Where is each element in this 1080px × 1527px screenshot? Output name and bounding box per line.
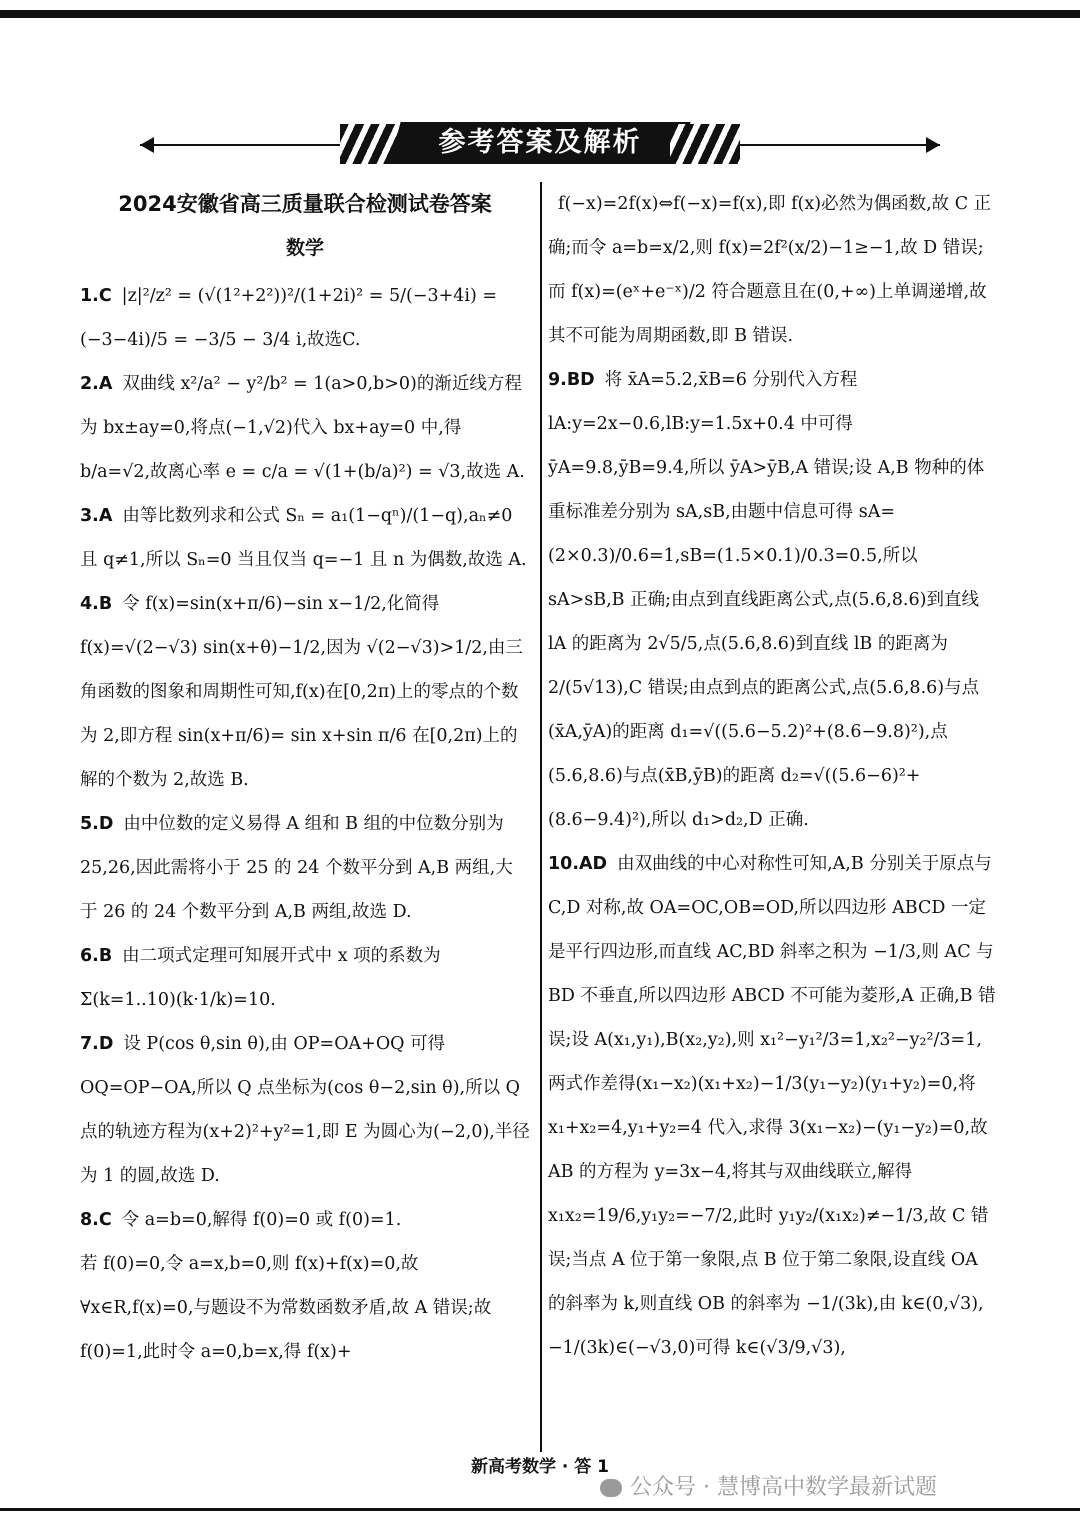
answer-number: 9.BD [548, 370, 595, 390]
section-banner [140, 120, 940, 168]
answer-text: 令 a=b=0,解得 f(0)=0 或 f(0)=1. 若 f(0)=0,令 a=x,b=0,则 f(x)+f(x)=0,故∀x∈R,f(x)=0,与题设不为常数函数矛盾,故 A 错误;故 f(0)=1,此时令 a=0,b=x,得 f(x)+ [80, 1210, 492, 1362]
answer-number: 2.A [80, 374, 113, 394]
answer-item [80, 362, 530, 494]
answer-text: 双曲线 x²/a² − y²/b² = 1(a>0,b>0)的渐近线方程为 bx±ay=0,将点(−1,√2)代入 bx+ay=0 中,得 b/a=√2,故离心率 e = c/a = √(1+(b/a)²) = √3,故选 A. [80, 374, 525, 482]
answer-item [80, 802, 530, 934]
answer-number: 1.C [80, 286, 112, 306]
answer-number: 6.B [80, 946, 113, 966]
answer-text: |z|²/z² = (√(1²+2²))²/(1+2i)² = 5/(−3+4i) = (−3−4i)/5 = −3/5 − 3/4 i,故选C. [80, 286, 503, 350]
answer-text: 由等比数列求和公式 Sₙ = a₁(1−qⁿ)/(1−q),aₙ≠0 且 q≠1,所以 Sₙ=0 当且仅当 q=−1 且 n 为偶数,故选 A. [80, 506, 527, 570]
answer-number: 8.C [80, 1210, 112, 1230]
answer-list-left [80, 274, 530, 1374]
answer-item [80, 494, 530, 582]
watermark-text: 公众号 · 慧博高中数学最新试题 [630, 1475, 937, 1500]
answer-item [548, 358, 998, 842]
document-subject: 数学 [285, 237, 324, 259]
bottom-rule [0, 1508, 1080, 1511]
answer-text: 将 x̄A=5.2,x̄B=6 分别代入方程 lA:y=2x−0.6,lB:y=1.5x+0.4 中可得 ȳA=9.8,ȳB=9.4,所以 ȳA>ȳB,A 错误;设 A,B 物种的体重标准差分别为 sA,sB,由题中信息可得 sA=(2×0.3)/0.6=1,sB=(1.5×0.1)/0.3=0.5,所以 sA>sB,B 正确;由点到直线距离公式,点(5.6,8.6)到直线 lA 的距离为 2√5/5,点(5.6,8.6)到直线 lB 的距离为 2/(5√13),C 错误;由点到点的距离公式,点(5.6,8.6)与点(x̄A,ȳA)的距离 d₁=√((5.6−5.2)²+(8.6−9.8)²),点(5.6,8.6)与点(x̄B,ȳB)的距离 d₂=√((5.6−6)²+(8.6−9.4)²),所以 d₁>d₂,D 正确. [548, 370, 985, 830]
answer-text: 设 P(cos θ,sin θ),由 OP=OA+OQ 可得 OQ=OP−OA,所以 Q 点坐标为(cos θ−2,sin θ),所以 Q 点的轨迹方程为(x+2)²+y²=1,即 E 为圆心为(−2,0),半径为 1 的圆,故选 D. [80, 1034, 530, 1186]
arrow-left-icon [140, 137, 154, 153]
banner-line-right [740, 144, 940, 146]
answer-item [548, 842, 998, 1370]
watermark [600, 1470, 937, 1501]
answer-item [80, 274, 530, 362]
banner-title: 参考答案及解析 [438, 127, 642, 158]
answer-text: 由双曲线的中心对称性可知,A,B 分别关于原点与 C,D 对称,故 OA=OC,OB=OD,所以四边形 ABCD 一定是平行四边形,而直线 AC,BD 斜率之积为 −1/3,则 AC 与 BD 不垂直,所以四边形 ABCD 不可能为菱形,A 正确,B 错误;设 A(x₁,y₁),B(x₂,y₂),则 x₁²−y₁²/3=1,x₂²−y₂²/3=1,两式作差得(x₁−x₂)(x₁+x₂)−1/3(y₁−y₂)(y₁+y₂)=0,将 x₁+x₂=4,y₁+y₂=4 代入,求得 3(x₁−x₂)−(y₁−y₂)=0,故 AB 的方程为 y=3x−4,将其与双曲线联立,解得 x₁x₂=19/6,y₁y₂=−7/2,此时 y₁y₂/(x₁x₂)≠−1/3,故 C 错误;当点 A 位于第一象限,点 B 位于第二象限,设直线 OA 的斜率为 k,则直线 OB 的斜率为 −1/(3k),由 k∈(0,√3),−1/(3k)∈(−√3,0)可得 k∈(√3/9,√3), [548, 854, 1000, 1358]
banner-line-left [140, 144, 340, 146]
arrow-right-icon [926, 137, 940, 153]
left-column [80, 182, 530, 1374]
answer-text: f(−x)=2f(x)⇔f(−x)=f(x),即 f(x)必然为偶函数,故 C 正确;而令 a=b=x/2,则 f(x)=2f²(x/2)−1≥−1,故 D 错误;而 f(x)=(eˣ+e⁻ˣ)/2 符合题意且在(0,+∞)上单调递增,故其不可能为周期函数,即 B 错误. [548, 194, 992, 346]
answer-number: 4.B [80, 594, 113, 614]
answer-text: 由二项式定理可知展开式中 x 项的系数为 Σ(k=1..10)(k·1/k)=10. [80, 946, 447, 1010]
answer-text: 令 f(x)=sin(x+π/6)−sin x−1/2,化简得 f(x)=√(2−√3) sin(x+θ)−1/2,因为 √(2−√3)>1/2,由三角函数的图象和周期性可知,f(x)在[0,2π)上的零点的个数为 2,即方程 sin(x+π/6)= sin x+sin π/6 在[0,2π)上的解的个数为 2,故选 B. [80, 594, 523, 790]
page-footer: 新高考数学 · 答 1 [470, 1457, 610, 1477]
answer-number: 3.A [80, 506, 113, 526]
answer-item [80, 934, 530, 1022]
top-rule [0, 10, 1080, 18]
wechat-icon [600, 1479, 622, 1497]
answer-text: 由中位数的定义易得 A 组和 B 组的中位数分别为 25,26,因此需将小于 25 的 24 个数平分到 A,B 两组,大于 26 的 24 个数平分到 A,B 两组,故选 D. [80, 814, 513, 922]
answer-item [548, 182, 998, 358]
answer-item [80, 1198, 530, 1374]
column-divider [540, 182, 542, 1452]
answer-number: 7.D [80, 1034, 114, 1054]
answer-list-right [548, 182, 998, 1370]
document-title: 2024安徽省高三质量联合检测试卷答案 [118, 192, 492, 216]
answer-number: 5.D [80, 814, 114, 834]
right-column [548, 182, 998, 1370]
answer-item [80, 582, 530, 802]
answer-item [80, 1022, 530, 1198]
answer-number: 10.AD [548, 854, 608, 874]
